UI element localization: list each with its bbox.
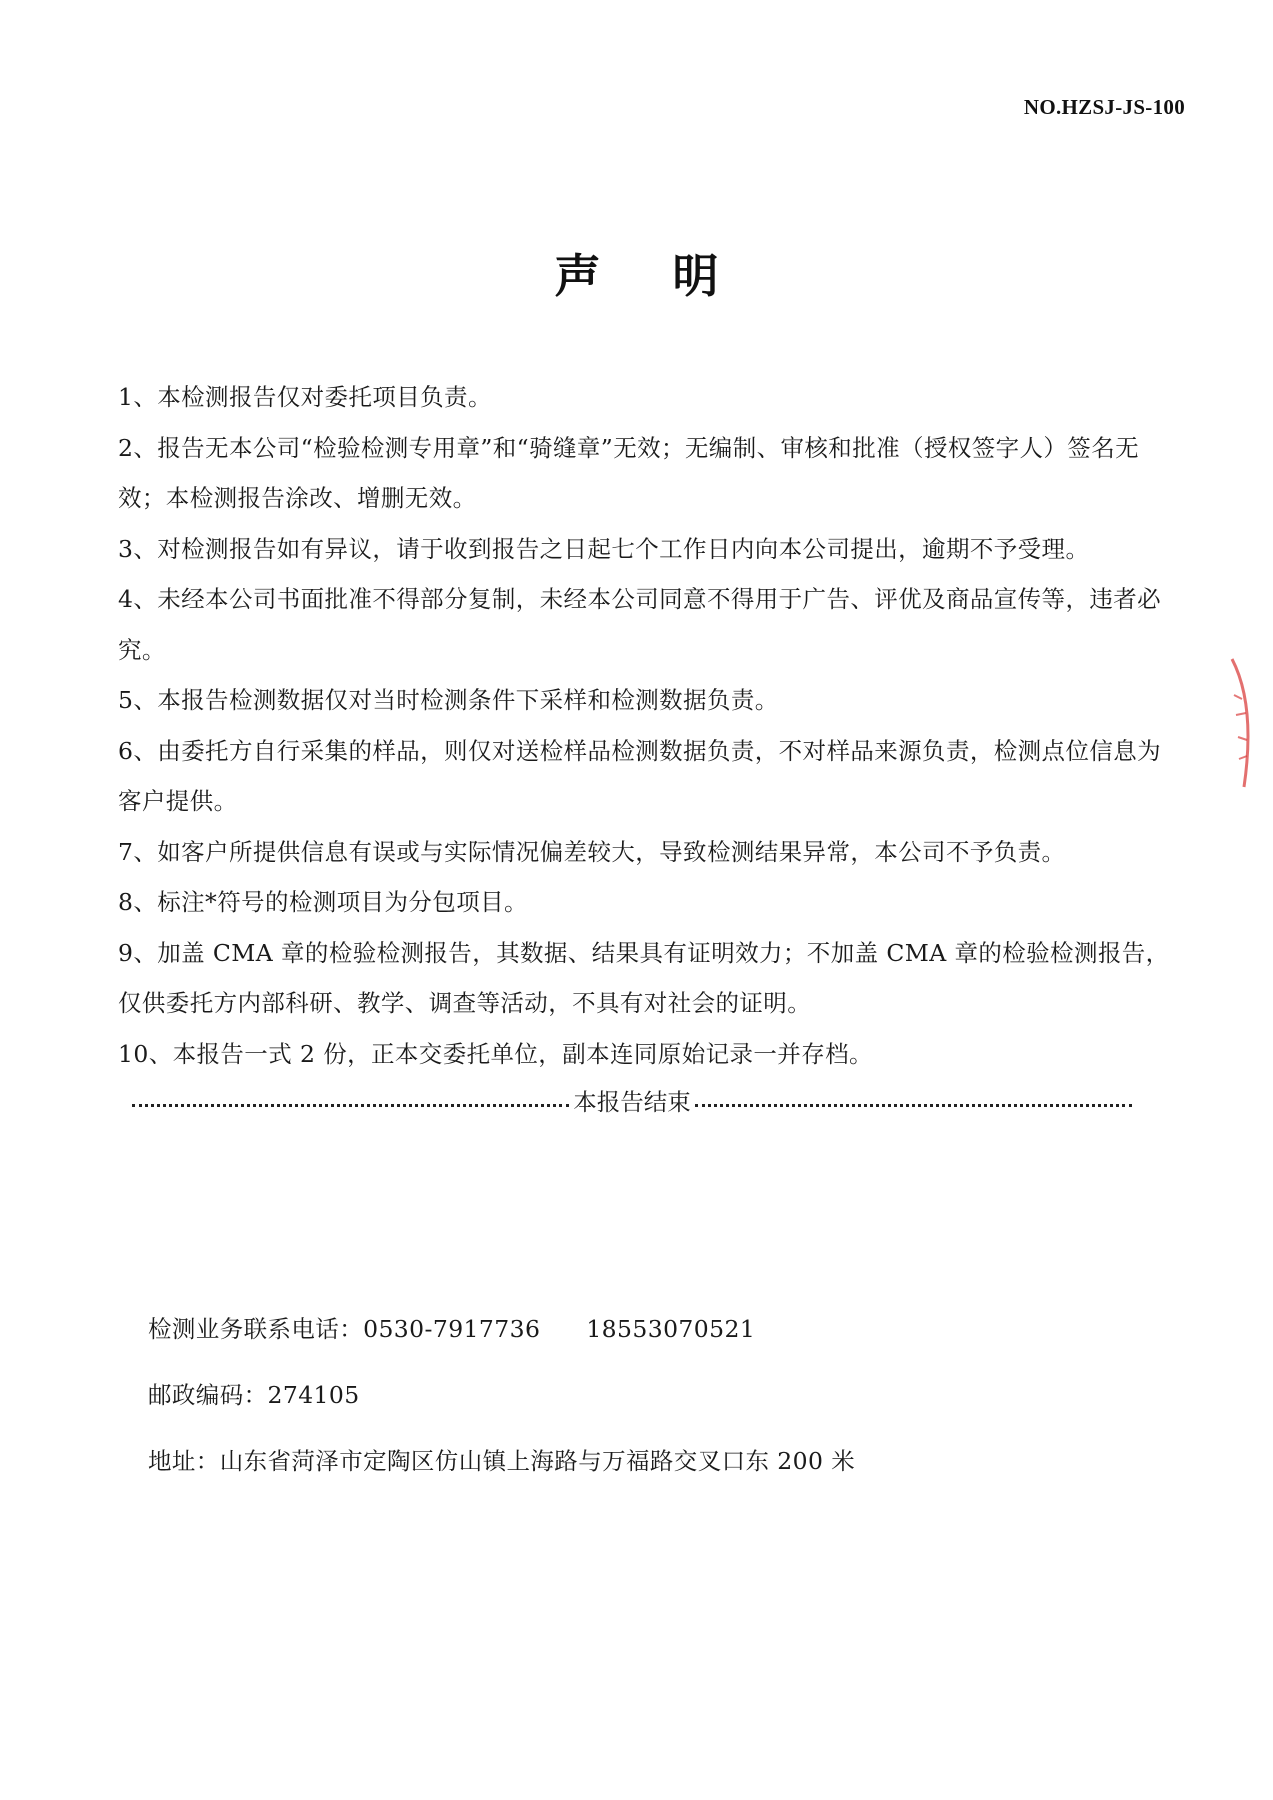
seam-seal-stamp	[1222, 655, 1273, 795]
clause-item: 4、未经本公司书面批准不得部分复制，未经本公司同意不得用于广告、评优及商品宣传等，违者必究。	[118, 585, 1162, 664]
address-value: 山东省菏泽市定陶区仿山镇上海路与万福路交叉口东 200 米	[219, 1447, 856, 1475]
clause-item: 5、本报告检测数据仅对当时检测条件下采样和检测数据负责。	[118, 686, 779, 714]
dotted-leader-right	[695, 1104, 1132, 1107]
clause-item: 6、由委托方自行采集的样品，则仅对送检样品检测数据负责，不对样品来源负责，检测点位信息为客户提供。	[118, 736, 1162, 815]
clause-item: 9、加盖 CMA 章的检验检测报告，其数据、结果具有证明效力；不加盖 CMA 章的检验检测报告，仅供委托方内部科研、教学、调查等活动，不具有对社会的证明。	[118, 938, 1170, 1017]
report-end-text: 本报告结束	[573, 1088, 691, 1116]
postcode-label: 邮政编码：	[148, 1381, 268, 1409]
phone-label: 检测业务联系电话：	[148, 1315, 364, 1343]
contact-postcode-line	[148, 1376, 360, 1410]
clause-item: 2、报告无本公司“检验检测专用章”和“骑缝章”无效；无编制、审核和批准（授权签字人）签名无效；本检测报告涂改、增删无效。	[118, 433, 1140, 512]
address-label: 地址：	[148, 1447, 220, 1475]
clause-item: 8、标注*符号的检测项目为分包项目。	[118, 888, 528, 916]
document-number: NO.HZSJ-JS-100	[1023, 95, 1185, 119]
clause-item: 7、如客户所提供信息有误或与实际情况偏差较大，导致检测结果异常，本公司不予负责。	[118, 837, 1066, 866]
phone-number-1: 0530-7917736	[363, 1315, 541, 1343]
report-end-marker	[132, 1083, 1132, 1117]
page-title: 声明	[554, 249, 791, 303]
clause-item: 3、对检测报告如有异议，请于收到报告之日起七个工作日内向本公司提出，逾期不予受理。	[118, 534, 1090, 563]
phone-number-2: 18553070521	[586, 1315, 756, 1343]
dotted-leader-left	[132, 1104, 569, 1107]
contact-phone-line	[148, 1310, 755, 1344]
contact-address-line	[148, 1442, 855, 1476]
postcode-value: 274105	[267, 1381, 360, 1409]
clause-list	[118, 372, 1178, 1079]
clause-item: 10、本报告一式 2 份，正本交委托单位，副本连同原始记录一并存档。	[118, 1039, 873, 1068]
clause-item: 1、本检测报告仅对委托项目负责。	[118, 383, 492, 411]
